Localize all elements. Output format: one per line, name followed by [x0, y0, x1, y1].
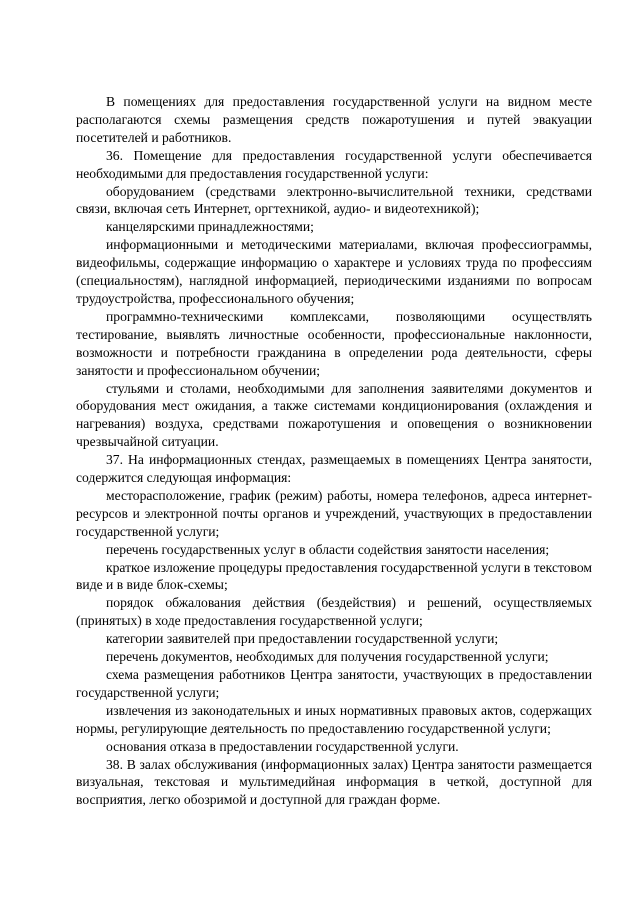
paragraph-information-materials: информационными и методическими материалами, включая профессиограммы, видеофильмы, содержащие информацию о характере и условиях труда по профессиям (специальностям), наглядной информацией, периодическими изданиями по вопросам трудоустройства, профессионального обучения;: [76, 237, 592, 306]
paragraph-evacuation-schemes: В помещениях для предоставления государственной услуги на видном месте располагаются схемы размещения средств пожаротушения и путей эвакуации посетителей и работников.: [76, 94, 592, 145]
paragraph-procedure-summary: краткое изложение процедуры предоставления государственной услуги в текстовом виде и в виде блок-схемы;: [76, 559, 592, 593]
paragraph-38-service-halls: 38. В залах обслуживания (информационных залах) Центра занятости размещается визуальная, текстовая и мультимедийная информация в четкой, доступной для восприятия, легко обозримой и доступной для граждан форме.: [76, 756, 592, 808]
paragraph-36-equipment: 36. Помещение для предоставления государственной услуги обеспечивается необходимыми для предоставления государственной услуги:: [76, 147, 592, 181]
paragraph-computer-equipment: оборудованием (средствами электронно-вычислительной техники, средствами связи, включая сеть Интернет, оргтехникой, аудио- и видеотехникой);: [76, 183, 592, 217]
paragraph-legal-extracts: извлечения из законодательных и иных нормативных правовых актов, содержащих нормы, регулирующие деятельность по предоставлению государственной услуги;: [76, 702, 592, 736]
paragraph-applicant-categories: категории заявителей при предоставлении государственной услуги;: [106, 631, 499, 647]
paragraph-appeal-procedure: порядок обжалования действия (бездействия) и решений, осуществляемых (принятых) в ходе предоставления государственной услуги;: [76, 595, 592, 629]
paragraph-stationery: канцелярскими принадлежностями;: [106, 219, 314, 235]
paragraph-location-schedule: месторасположение, график (режим) работы, номера телефонов, адреса интернет-ресурсов и электронной почты органов и учреждений, участвующих в предоставлении государственной услуги;: [76, 487, 592, 539]
paragraph-software-complexes: программно-техническими комплексами, позволяющими осуществлять тестирование, выявлять личностные особенности, профессиональные наклонности, возможности и потребности гражданина в определении рода деятельности, сферы занятости и профессиональном обучении;: [76, 308, 592, 378]
paragraph-services-list: перечень государственных услуг в области содействия занятости населения;: [106, 541, 550, 557]
paragraph-37-info-stands: 37. На информационных стендах, размещаемых в помещениях Центра занятости, содержится следующая информация:: [76, 452, 592, 486]
document-page: [76, 93, 592, 809]
paragraph-refusal-grounds: основания отказа в предоставлении государственной услуги.: [106, 738, 459, 754]
paragraph-staff-placement: схема размещения работников Центра занятости, участвующих в предоставлении государственной услуги;: [76, 667, 592, 700]
paragraph-documents-list: перечень документов, необходимых для получения государственной услуги;: [106, 649, 549, 665]
paragraph-chairs-tables: стульями и столами, необходимыми для заполнения заявителями документов и оборудования мест ожидания, а также системами кондиционирования (охлаждения и нагревания) воздуха, средствами пожаротушения и оповещения о возникновении чрезвычайной ситуации.: [76, 380, 592, 450]
